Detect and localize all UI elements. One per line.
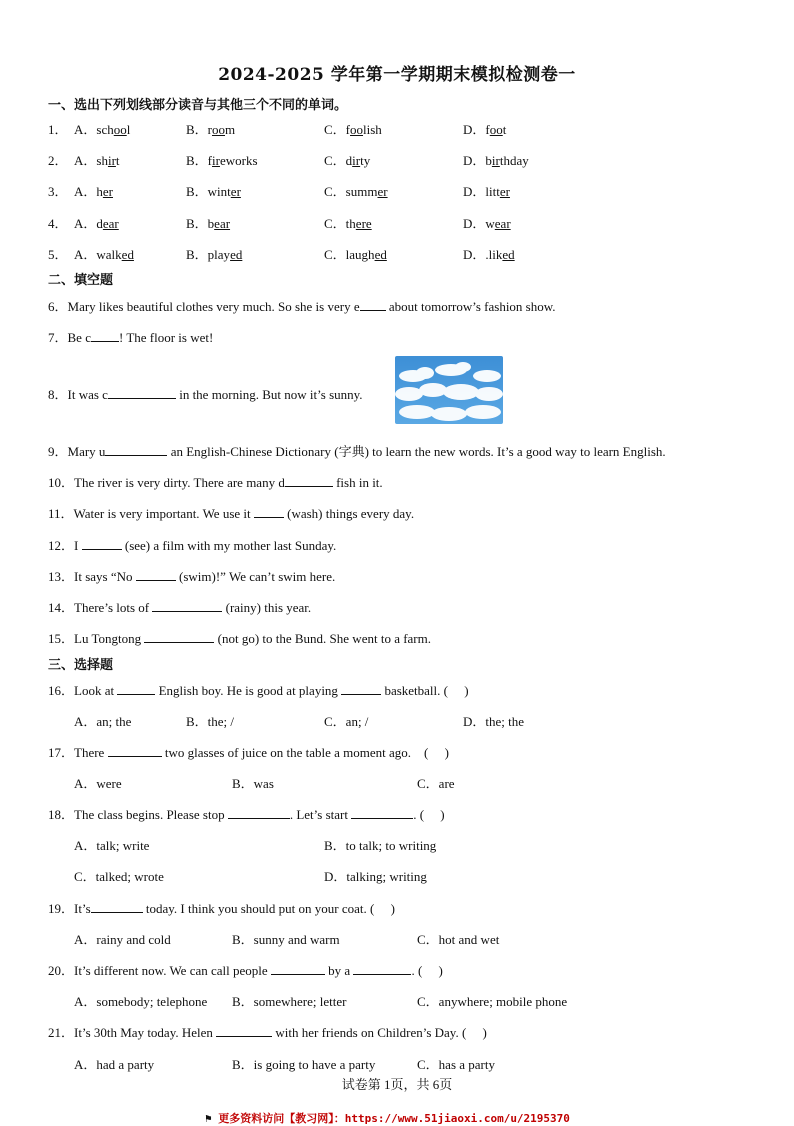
question-21: 21．It’s 30th May today. Helen with her friends on Children’s Day. ( ) xyxy=(48,1025,487,1040)
question-16: 16．Look at English boy. He is good at playing basketball. ( ) xyxy=(48,683,469,698)
option[interactable]: C．anywhere; mobile phone xyxy=(417,994,568,1009)
word-option[interactable]: C．summer xyxy=(324,184,388,199)
option[interactable]: B．is going to have a party xyxy=(232,1057,376,1072)
option[interactable]: A．had a party xyxy=(74,1057,155,1072)
question-13: 13．It says “No (swim)!” We can’t swim here. xyxy=(48,569,336,584)
question-6: 6．Mary likes beautiful clothes very much. So she is very e about tomorrow’s fashion show. xyxy=(48,299,556,314)
option[interactable]: B．was xyxy=(232,776,274,791)
underlined-sound: oo xyxy=(350,122,364,137)
underlined-sound: er xyxy=(102,184,113,199)
word-option[interactable]: B．winter xyxy=(186,184,241,199)
word-option[interactable]: B．fireworks xyxy=(186,153,258,168)
question-14: 14．There’s lots of (rainy) this year. xyxy=(48,600,312,615)
question-15: 15．Lu Tongtong (not go) to the Bund. She went to a farm. xyxy=(48,631,432,646)
word-option[interactable]: B．bear xyxy=(186,216,231,231)
word-option[interactable]: D．foot xyxy=(463,122,507,137)
question-10: 10．The river is very dirty. There are many d fish in it. xyxy=(48,475,383,490)
question-17: 17．There two glasses of juice on the table a moment ago. ( ) xyxy=(48,745,449,760)
question-3-number: 3． xyxy=(48,184,68,199)
option[interactable]: C．talked; wrote xyxy=(74,869,164,884)
section-3-heading: 三、选择题 xyxy=(48,657,114,672)
word-option[interactable]: D．wear xyxy=(463,216,511,231)
word-option[interactable]: B．room xyxy=(186,122,236,137)
option[interactable]: B．the; / xyxy=(186,714,235,729)
option[interactable]: B．to talk; to writing xyxy=(324,838,437,853)
question-8: 8．It was c in the morning. But now it’s sunny. xyxy=(48,387,363,402)
option[interactable]: D．talking; writing xyxy=(324,869,427,884)
underlined-sound: er xyxy=(377,184,388,199)
question-1-number: 1． xyxy=(48,122,68,137)
word-option[interactable]: B．played xyxy=(186,247,243,262)
word-option[interactable]: A．walked xyxy=(74,247,134,262)
word-option[interactable]: D．.liked xyxy=(463,247,515,262)
question-2-number: 2． xyxy=(48,153,68,168)
resource-link[interactable]: ⚑ 更多资料访问【教习网】：https://www.51jiaoxi.com/u/2195370 xyxy=(205,1112,570,1125)
word-option[interactable]: A．her xyxy=(74,184,113,199)
option[interactable]: B．somewhere; letter xyxy=(232,994,347,1009)
word-option[interactable]: D．birthday xyxy=(463,153,529,168)
word-option[interactable]: D．litter xyxy=(463,184,510,199)
option[interactable]: D．the; the xyxy=(463,714,525,729)
word-option[interactable]: A．shirt xyxy=(74,153,120,168)
clouds-illustration xyxy=(395,356,503,424)
question-11: 11．Water is very important. We use it (wash) things every day. xyxy=(48,506,415,521)
underlined-sound: ere xyxy=(355,216,372,231)
question-5-number: 5． xyxy=(48,247,68,262)
word-option[interactable]: C．laughed xyxy=(324,247,387,262)
underlined-sound: ed xyxy=(121,247,134,262)
underlined-sound: ear xyxy=(102,216,119,231)
option[interactable]: C．are xyxy=(417,776,455,791)
underlined-sound: ear xyxy=(214,216,231,231)
word-option[interactable]: C．dirty xyxy=(324,153,371,168)
question-19: 19．It’s today. I think you should put on your coat. ( ) xyxy=(48,901,395,916)
option[interactable]: A．an; the xyxy=(74,714,132,729)
underlined-sound: ir xyxy=(352,153,361,168)
underlined-sound: oo xyxy=(489,122,503,137)
underlined-sound: ir xyxy=(491,153,500,168)
underlined-sound: ed xyxy=(374,247,387,262)
underlined-sound: er xyxy=(499,184,510,199)
option[interactable]: A．somebody; telephone xyxy=(74,994,208,1009)
question-20: 20．It’s different now. We can call people by a . ( ) xyxy=(48,963,443,978)
underlined-sound: ed xyxy=(230,247,243,262)
option[interactable]: A．rainy and cold xyxy=(74,932,171,947)
flag-icon: ⚑ xyxy=(205,1112,219,1125)
word-option[interactable]: A．school xyxy=(74,122,131,137)
question-18: 18．The class begins. Please stop . Let’s start . ( ) xyxy=(48,807,445,822)
page-footer: 试卷第 1页，共 6页 xyxy=(341,1077,453,1092)
section-2-heading: 二、填空题 xyxy=(48,272,114,287)
option[interactable]: B．sunny and warm xyxy=(232,932,340,947)
option[interactable]: C．an; / xyxy=(324,714,369,729)
underlined-sound: ed xyxy=(502,247,515,262)
underlined-sound: ear xyxy=(494,216,511,231)
word-option[interactable]: A．dear xyxy=(74,216,119,231)
question-7: 7．Be c ! The floor is wet! xyxy=(48,330,214,345)
underlined-sound: ir xyxy=(212,153,220,168)
option[interactable]: C．has a party xyxy=(417,1057,495,1072)
option[interactable]: A．were xyxy=(74,776,122,791)
question-12: 12．I (see) a film with my mother last Sunday. xyxy=(48,538,337,553)
page-title: 2024-2025 学年第一学期期末模拟检测卷一 xyxy=(218,65,576,85)
question-9: 9．Mary u an English-Chinese Dictionary (字典) to learn the new words. It’s a good way to learn English. xyxy=(48,444,666,459)
option[interactable]: C．hot and wet xyxy=(417,932,500,947)
question-4-number: 4． xyxy=(48,216,68,231)
section-1-heading: 一、选出下列划线部分读音与其他三个不同的单词。 xyxy=(48,97,348,112)
underlined-sound: er xyxy=(230,184,241,199)
word-option[interactable]: C．there xyxy=(324,216,372,231)
underlined-sound: ir xyxy=(107,153,116,168)
underlined-sound: oo xyxy=(113,122,127,137)
option[interactable]: A．talk; write xyxy=(74,838,150,853)
word-option[interactable]: C．foolish xyxy=(324,122,382,137)
underlined-sound: oo xyxy=(212,122,226,137)
clouds-image xyxy=(395,356,503,424)
